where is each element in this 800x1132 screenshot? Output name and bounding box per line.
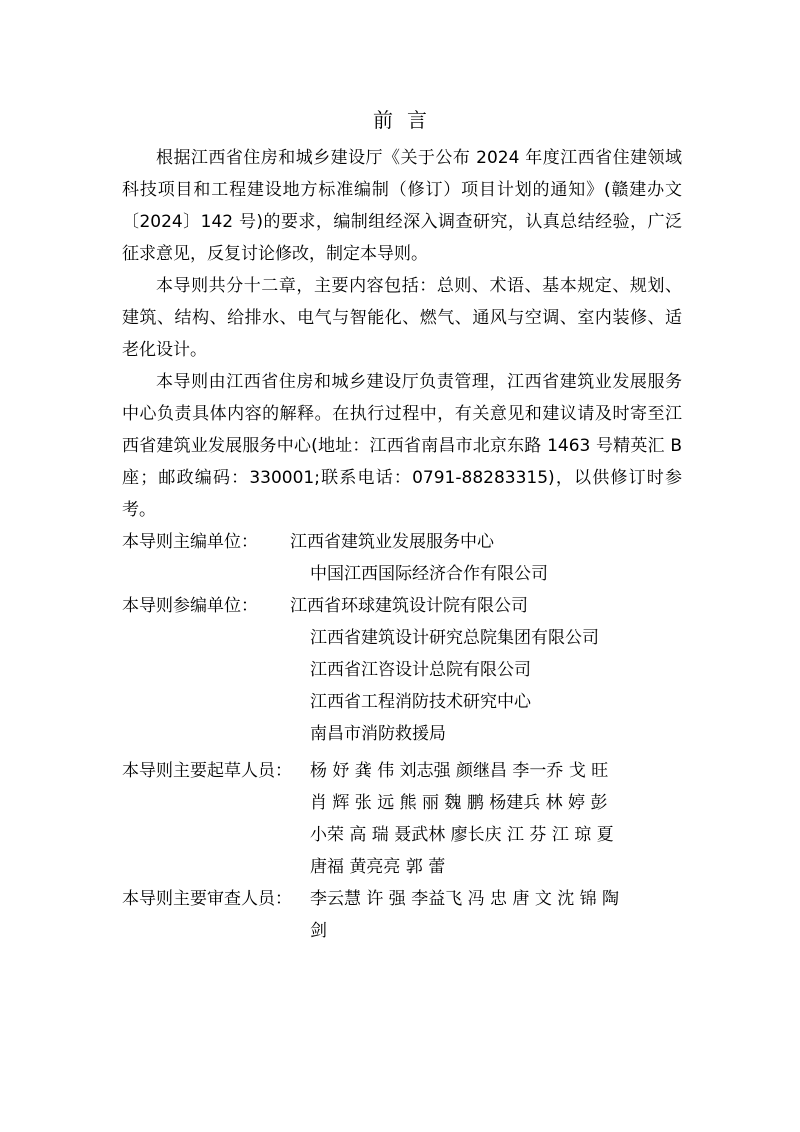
drafters-line: 唐福 黄亮亮 郭 蕾 bbox=[310, 857, 446, 877]
reviewers-line: 李云慧 许 强 李益飞 冯 忠 唐 文 沈 锦 陶 bbox=[310, 889, 620, 909]
drafters-line: 肖 辉 张 远 熊 丽 魏 鹏 杨建兵 林 婷 彭 bbox=[310, 793, 608, 813]
intro-paragraph-management: 本导则由江西省住房和城乡建设厅负责管理，江西省建筑业发展服务中心负责具体内容的解释。在执行过程中，有关意见和建议请及时寄至江西省建筑业发展服务中心(地址：江西省南昌市北京东路 1463 号精英汇 B 座；邮政编码：330001;联系电话：0791-88283315)，以供修订时参考。 bbox=[122, 372, 682, 520]
drafters-line: 杨 妤 龚 伟 刘志强 颜继昌 李一乔 戈 旺 bbox=[310, 761, 609, 781]
participating-unit-item: 江西省环球建筑设计院有限公司 bbox=[290, 596, 528, 616]
drafters-line: 小荣 高 瑞 聂武林 廖长庆 江 芬 江 琼 夏 bbox=[310, 825, 614, 845]
intro-paragraph-basis: 根据江西省住房和城乡建设厅《关于公布 2024 年度江西省住建领域科技项目和工程建设地方标准编制（修订）项目计划的通知》(赣建办文〔2024〕142 号)的要求，编制组经深入调查研究，认真总结经验，广泛征求意见，反复讨论修改，制定本导则。 bbox=[122, 148, 682, 264]
drafters-label: 本导则主要起草人员： bbox=[122, 761, 292, 781]
reviewers-label: 本导则主要审查人员： bbox=[122, 889, 292, 909]
chief-units-label: 本导则主编单位： bbox=[122, 532, 258, 552]
chief-unit-item: 江西省建筑业发展服务中心 bbox=[290, 532, 494, 552]
participating-unit-item: 江西省建筑设计研究总院集团有限公司 bbox=[310, 628, 599, 648]
participating-unit-item: 江西省工程消防技术研究中心 bbox=[310, 692, 531, 712]
reviewers-line: 剑 bbox=[310, 921, 327, 941]
chief-unit-item: 中国江西国际经济合作有限公司 bbox=[310, 564, 548, 584]
participating-unit-item: 南昌市消防救援局 bbox=[310, 724, 446, 744]
title-char-2: 言 bbox=[407, 108, 427, 132]
intro-paragraph-contents: 本导则共分十二章，主要内容包括：总则、术语、基本规定、规划、建筑、结构、给排水、电气与智能化、燃气、通风与空调、室内装修、适老化设计。 bbox=[122, 276, 682, 360]
page-title bbox=[0, 106, 800, 134]
title-char-1: 前 bbox=[373, 108, 393, 132]
participating-unit-item: 江西省江咨设计总院有限公司 bbox=[310, 660, 531, 680]
participating-units-label: 本导则参编单位： bbox=[122, 596, 258, 616]
